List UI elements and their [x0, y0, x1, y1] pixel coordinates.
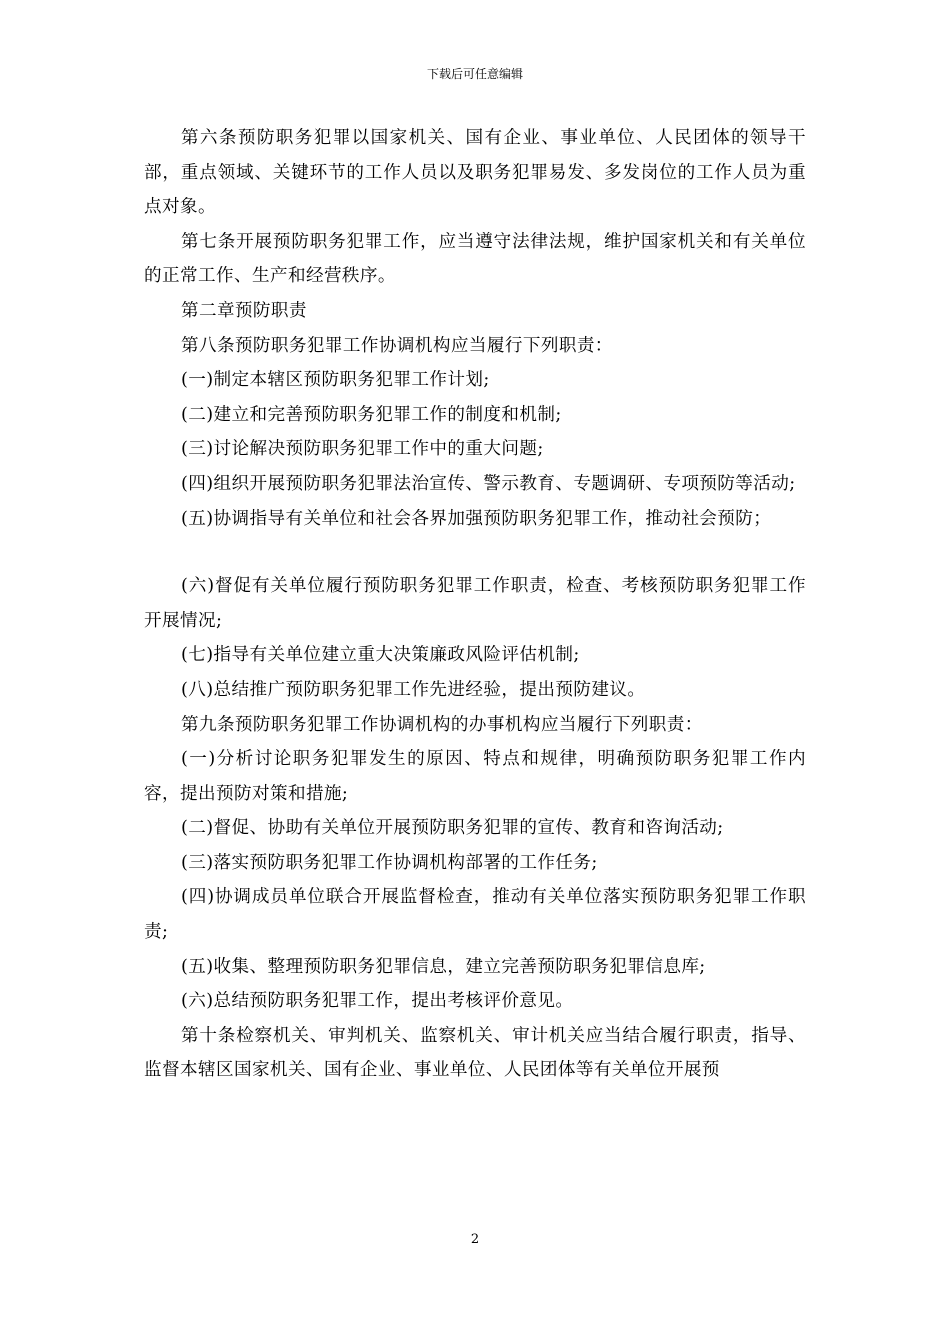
paragraph-article-10: 第十条检察机关、审判机关、监察机关、审计机关应当结合履行职责，指导、监督本辖区国家机关、国有企业、事业单位、人民团体等有关单位开展预 [144, 1025, 806, 1081]
paragraph-article-8: 第八条预防职务犯罪工作协调机构应当履行下列职责： [180, 335, 613, 356]
list-item: (二)督促、协助有关单位开展预防职务犯罪的宣传、教育和咨询活动; [180, 818, 724, 839]
list-item: (五)协调指导有关单位和社会各界加强预防职务犯罪工作，推动社会预防； [180, 508, 772, 529]
list-item: (六)总结预防职务犯罪工作，提出考核评价意见。 [180, 991, 574, 1012]
list-item: (一)分析讨论职务犯罪发生的原因、特点和规律，明确预防职务犯罪工作内容，提出预防对策和措施; [144, 749, 806, 804]
list-item: (四)组织开展预防职务犯罪法治宣传、警示教育、专题调研、专项预防等活动; [180, 473, 796, 494]
paragraph-article-9: 第九条预防职务犯罪工作协调机构的办事机构应当履行下列职责： [180, 714, 703, 735]
list-item: (三)落实预防职务犯罪工作协调机构部署的工作任务; [180, 852, 598, 873]
list-item: (三)讨论解决预防职务犯罪工作中的重大问题; [180, 439, 544, 460]
list-item: (二)建立和完善预防职务犯罪工作的制度和机制; [180, 404, 562, 425]
list-item: (一)制定本辖区预防职务犯罪工作计划; [180, 370, 490, 391]
list-item: (八)总结推广预防职务犯罪工作先进经验，提出预防建议。 [180, 679, 646, 700]
page-number: 2 [470, 1232, 480, 1247]
paragraph-article-6: 第六条预防职务犯罪以国家机关、国有企业、事业单位、人民团体的领导干部，重点领域、关键环节的工作人员以及职务犯罪易发、多发岗位的工作人员为重点对象。 [144, 128, 806, 218]
list-item: (五)收集、整理预防职务犯罪信息，建立完善预防职务犯罪信息库; [180, 956, 706, 977]
document-body [144, 121, 806, 1088]
chapter-heading: 第二章预防职责 [180, 300, 307, 321]
page-header-note: 下载后可任意编辑 [426, 67, 523, 81]
list-item: (七)指导有关单位建立重大决策廉政风险评估机制; [180, 645, 580, 666]
list-item: (六)督促有关单位履行预防职务犯罪工作职责，检查、考核预防职务犯罪工作开展情况; [144, 576, 806, 631]
list-item: (四)协调成员单位联合开展监督检查，推动有关单位落实预防职务犯罪工作职责; [144, 887, 806, 943]
paragraph-article-7: 第七条开展预防职务犯罪工作，应当遵守法律法规，维护国家机关和有关单位的正常工作、生产和经营秩序。 [144, 231, 806, 287]
